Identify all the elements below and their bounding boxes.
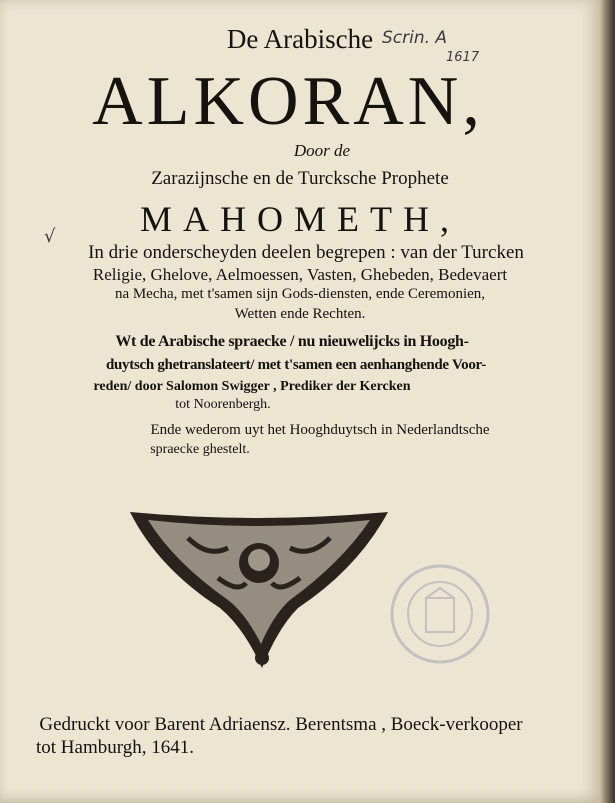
blackletter-line-1: Wt de Arabische spraecke / nu nieuwelijcks in Hoogh- — [115, 333, 469, 350]
title-alkoran: ALKORAN, — [92, 63, 484, 140]
blackletter-line-4: tot Noorenbergh. — [175, 397, 271, 412]
title-line-1: De Arabische — [226, 24, 374, 54]
description-line-4: Wetten ende Rechten. — [234, 306, 366, 322]
printers-ornament-icon — [128, 508, 390, 673]
library-stamp-icon — [388, 562, 492, 666]
imprint-line-1: Gedruckt voor Barent Adriaensz. Berentsma , Boeck-verkooper — [39, 714, 523, 735]
prophet-name: MAHOMETH, — [140, 199, 460, 239]
handwritten-tick: √ — [44, 226, 56, 247]
description-line-1: In drie onderscheyden deelen begrepen : van der Turcken — [88, 242, 524, 263]
subtitle-prophete: Zarazijnsche en de Turcksche Prophete — [151, 168, 449, 189]
book-edge — [600, 0, 615, 803]
description-line-2: Religie, Ghelove, Aelmoessen, Vasten, Ghebeden, Bedevaert — [92, 265, 508, 284]
description-line-3: na Mecha, met t'samen sijn Gods-diensten, ende Ceremonien, — [114, 286, 486, 302]
shelfmark: Scrin. A — [382, 28, 448, 48]
translation-line-2: spraecke ghestelt. — [150, 442, 250, 457]
door-de: Door de — [293, 141, 351, 160]
blackletter-line-3: reden/ door Salomon Swigger , Prediker der Kercken — [93, 379, 411, 394]
blackletter-line-2: duytsch ghetranslateert/ met t'samen een aenhanghende Voor- — [105, 357, 487, 373]
shelfmark-number: 1617 — [446, 50, 480, 65]
imprint-line-2: tot Hamburgh, 1641. — [36, 737, 194, 758]
translation-line-1: Ende wederom uyt het Hooghduytsch in Nederlandtsche — [150, 422, 490, 438]
